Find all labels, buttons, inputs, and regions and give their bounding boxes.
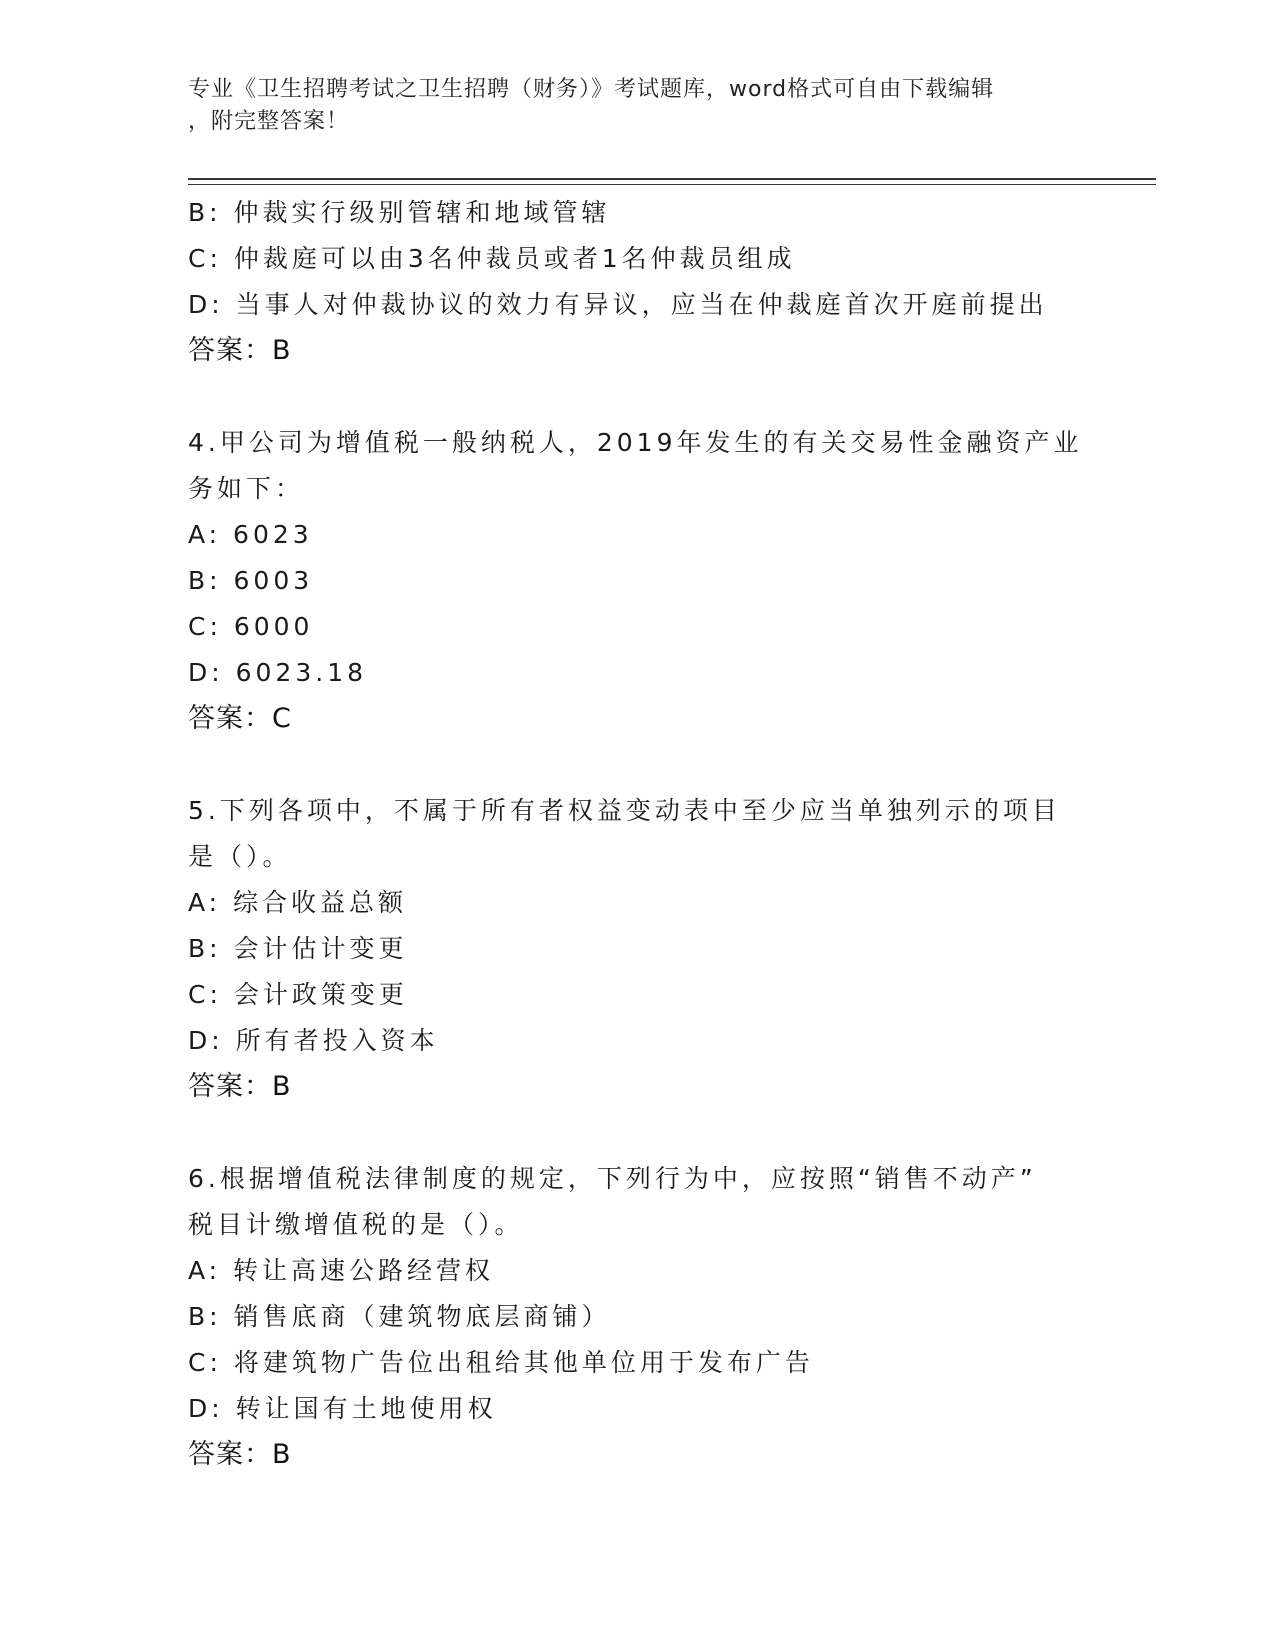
header-line-1: 专业《卫生招聘考试之卫生招聘（财务）》考试题库，word格式可自由下载编辑 bbox=[188, 77, 995, 102]
answer: 答案：C bbox=[188, 703, 292, 734]
option-b: B: 销售底商（建筑物底层商铺） bbox=[188, 1302, 611, 1331]
answer: 答案：B bbox=[188, 1071, 292, 1102]
question-text-line-2: 是（）。 bbox=[188, 842, 292, 871]
question-text-line-1: 4.甲公司为增值税一般纳税人，2019年发生的有关交易性金融资产业 bbox=[188, 428, 1083, 457]
answer: 答案：B bbox=[188, 1439, 292, 1470]
question-6 bbox=[188, 1156, 1088, 1478]
question-5 bbox=[188, 788, 1088, 1110]
header-divider-thick bbox=[188, 178, 1156, 180]
option-c: C: 会计政策变更 bbox=[188, 980, 408, 1009]
option-c: C: 将建筑物广告位出租给其他单位用于发布广告 bbox=[188, 1348, 814, 1377]
option-c: C: 仲裁庭可以由3名仲裁员或者1名仲裁员组成 bbox=[188, 244, 796, 273]
option-a: A: 综合收益总额 bbox=[188, 888, 408, 917]
question-text-line-1: 5.下列各项中，不属于所有者权益变动表中至少应当单独列示的项目 bbox=[188, 796, 1061, 825]
option-b: B: 6003 bbox=[188, 566, 314, 595]
question-3-tail bbox=[188, 190, 1088, 374]
answer: 答案：B bbox=[188, 335, 292, 366]
option-d: D: 当事人对仲裁协议的效力有异议，应当在仲裁庭首次开庭前提出 bbox=[188, 290, 1048, 319]
header-divider-thin bbox=[188, 184, 1156, 185]
option-d: D: 6023.18 bbox=[188, 658, 368, 687]
question-text-line-1: 6.根据增值税法律制度的规定，下列行为中，应按照“销售不动产” bbox=[188, 1164, 1037, 1193]
spacer bbox=[188, 742, 1088, 788]
option-b: B: 仲裁实行级别管辖和地域管辖 bbox=[188, 198, 611, 227]
option-c: C: 6000 bbox=[188, 612, 314, 641]
option-a: A: 6023 bbox=[188, 520, 313, 549]
spacer bbox=[188, 374, 1088, 420]
option-b: B: 会计估计变更 bbox=[188, 934, 408, 963]
question-text-line-2: 税目计缴增值税的是（）。 bbox=[188, 1210, 524, 1239]
option-d: D: 所有者投入资本 bbox=[188, 1026, 439, 1055]
option-d: D: 转让国有土地使用权 bbox=[188, 1394, 497, 1423]
question-text-line-2: 务如下： bbox=[188, 474, 305, 503]
header-line-2: ，附完整答案！ bbox=[188, 109, 350, 134]
document-header bbox=[188, 74, 1088, 138]
question-4 bbox=[188, 420, 1088, 742]
question-list bbox=[188, 190, 1088, 1478]
option-a: A: 转让高速公路经营权 bbox=[188, 1256, 495, 1285]
spacer bbox=[188, 1110, 1088, 1156]
